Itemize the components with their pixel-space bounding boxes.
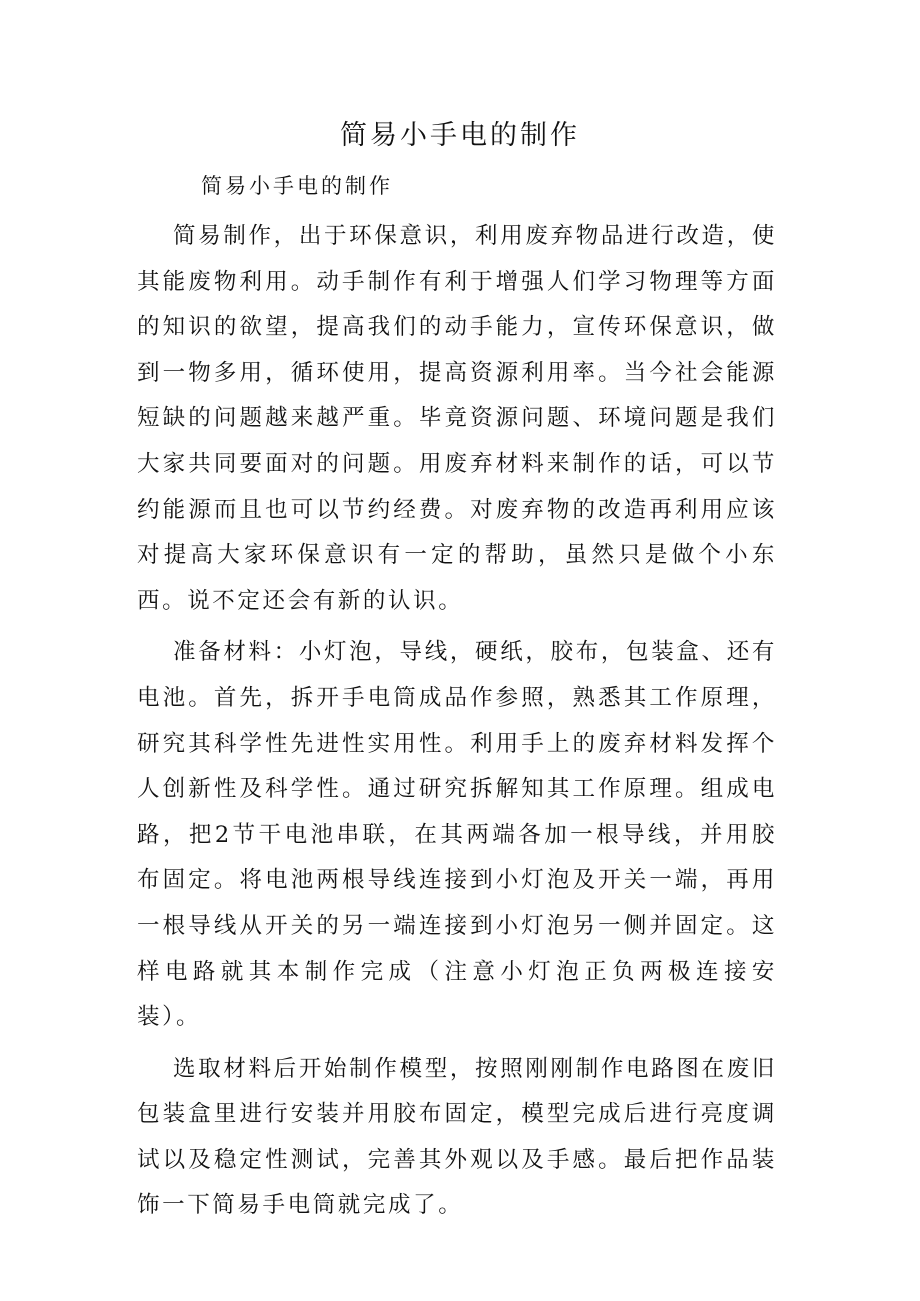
document-body	[137, 214, 777, 1235]
page-subtitle: 简易小手电的制作	[201, 174, 393, 198]
paragraph-intro: 简易制作，出于环保意识，利用废弃物品进行改造，使其能废物利用。动手制作有利于增强人们学习物理等方面的知识的欲望，提高我们的动手能力，宣传环保意识，做到一物多用，循环使用，提高资源利用率。当今社会能源短缺的问题越来越严重。毕竟资源问题、环境问题是我们大家共同要面对的问题。用废弃材料来制作的话，可以节约能源而且也可以节约经费。对废弃物的改造再利用应该对提高大家环保意识有一定的帮助，虽然只是做个小东西。说不定还会有新的认识。	[137, 223, 777, 614]
paragraph-materials: 准备材料：小灯泡，导线，硬纸，胶布，包装盒、还有电池。首先，拆开手电筒成品作参照，熟悉其工作原理，研究其科学性先进性实用性。利用手上的废弃材料发挥个人创新性及科学性。通过研究拆解知其工作原理。组成电路，把2节干电池串联，在其两端各加一根导线，并用胶布固定。将电池两根导线连接到小灯泡及开关一端，再用一根导线从开关的另一端连接到小灯泡另一侧并固定。这样电路就其本制作完成（注意小灯泡正负两极连接安装）。	[137, 639, 777, 1031]
page-title: 简易小手电的制作	[340, 120, 580, 151]
paragraph-assembly: 选取材料后开始制作模型，按照刚刚制作电路图在废旧包装盒里进行安装并用胶布固定，模型完成后进行亮度调试以及稳定性测试，完善其外观以及手感。最后把作品装饰一下简易手电筒就完成了。	[137, 1055, 777, 1219]
